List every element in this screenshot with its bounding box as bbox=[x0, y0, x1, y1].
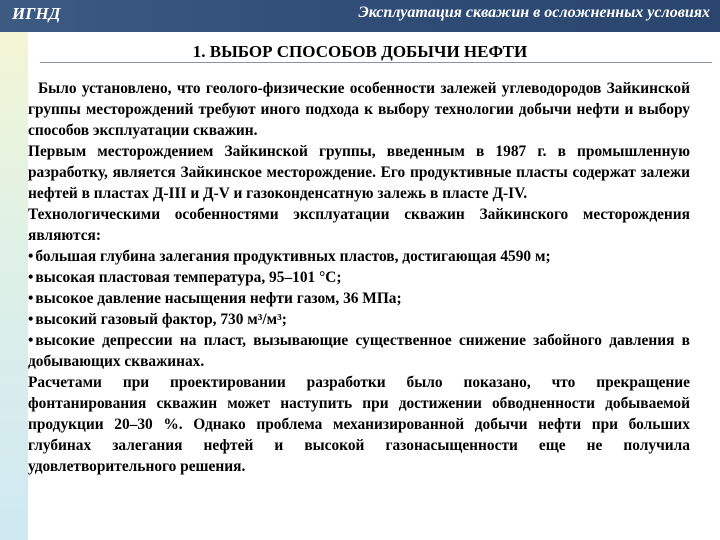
header-bar bbox=[0, 0, 720, 32]
features-list bbox=[28, 246, 690, 372]
list-item-text: большая глубина залегания продуктивных пластов, достигающая 4590 м; bbox=[35, 248, 551, 265]
bullet-mark: • bbox=[28, 248, 34, 265]
list-item bbox=[28, 267, 690, 288]
paragraph-intro: Было установлено, что геолого-физические особенности залежей углеводородов Зайкинской группы месторождений требуют иного подхода к выбору технологии добычи нефти и выбору способов эксплуатации скважин. bbox=[28, 80, 690, 139]
list-item bbox=[28, 309, 690, 330]
list-item-text: высокие депрессии на пласт, вызывающие существенное снижение забойного давления в добывающих скважинах. bbox=[28, 332, 690, 370]
title-divider bbox=[40, 62, 712, 63]
list-item-text: высокий газовый фактор, 730 м³/м³; bbox=[35, 311, 287, 328]
list-item bbox=[28, 288, 690, 309]
course-title: Эксплуатация скважин в осложненных условиях bbox=[358, 4, 710, 21]
paragraph-closing: Расчетами при проектировании разработки было показано, что прекращение фонтанирования скважин может наступить при достижении обводненности добываемой продукции 20–30 %. Однако проблема механизированной добычи нефти при больших глубинах залегания нефтей и высокой газонасыщенности еще не получила удовлетворительного решения. bbox=[28, 374, 690, 475]
left-decorative-bar bbox=[0, 0, 28, 540]
page-title: 1. ВЫБОР СПОСОБОВ ДОБЫЧИ НЕФТИ bbox=[192, 42, 528, 61]
bullet-mark: • bbox=[28, 311, 34, 328]
bullet-mark: • bbox=[28, 269, 34, 286]
bullet-mark: • bbox=[28, 290, 34, 307]
list-item-text: высокая пластовая температура, 95–101 °С; bbox=[35, 269, 342, 286]
content-body bbox=[28, 78, 690, 477]
paragraph-first-field: Первым месторождением Зайкинской группы, введенным в 1987 г. в промышленную разработку, является Зайкинское месторождение. Его продуктивные пласты содержат залежи нефтей в пластах Д-III и Д-V и газоконденсатную залежь в пласте Д-IV. bbox=[28, 143, 690, 202]
list-item bbox=[28, 330, 690, 372]
list-item bbox=[28, 246, 690, 267]
bullet-mark: • bbox=[28, 332, 34, 349]
paragraph-features-lead: Технологическими особенностями эксплуатации скважин Зайкинского месторождения являются: bbox=[28, 206, 690, 244]
org-abbreviation: ИГНД bbox=[12, 4, 61, 23]
list-item-text: высокое давление насыщения нефти газом, 36 МПа; bbox=[35, 290, 402, 307]
